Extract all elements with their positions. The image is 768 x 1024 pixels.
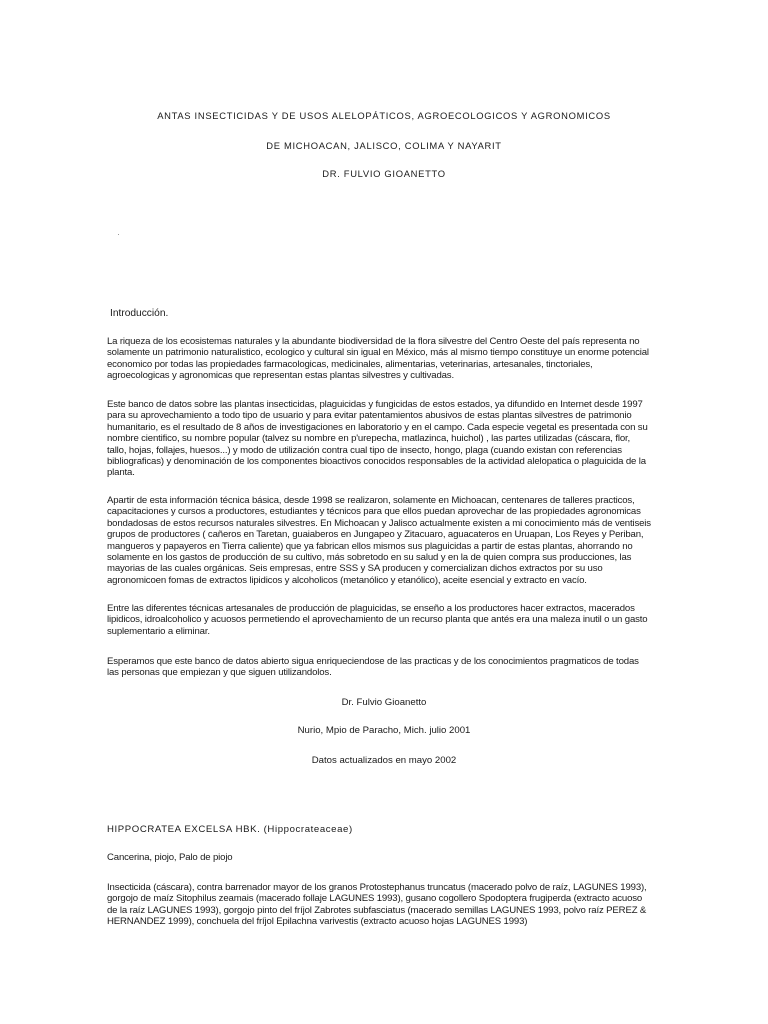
plant-title: HIPPOCRATEA EXCELSA HBK. (Hippocrateaceae) bbox=[107, 824, 353, 835]
paragraph-line: para su aprovechamiento a todo tipo de usuario y para evitar patentamientos abusivos de estas plantas silvestres de patrimonio bbox=[107, 410, 632, 422]
intro-heading: Introducción. bbox=[110, 308, 169, 319]
paragraph-line: bondadosas de estos recursos naturales silvestres. En Michoacan y Jalisco actualmente existen a mi conocimiento más de ventiseis bbox=[107, 517, 651, 529]
paragraph-line: bibliograficas) y denominación de los componentes bioactivos conocidos responsables de la actividad alelopatica o plaguicida de la bbox=[107, 456, 646, 468]
paragraph-line: Este banco de datos sobre las plantas insecticidas, plaguicidas y fungicidas de estos estados, ya difundido en Internet desde 1997 bbox=[107, 399, 643, 410]
paragraph-line: Esperamos que este banco de datos abierto sigua enriqueciendose de las practicas y de los conocimientos pragmaticos de todas bbox=[107, 656, 639, 667]
paragraph-line: suplementario a eliminar. bbox=[107, 625, 210, 637]
paragraph-line: Insecticida (cáscara), contra barrenador mayor de los granos Protostephanus truncatus (macerado polvo de raíz, LAGUNES 1993), bbox=[107, 882, 647, 893]
paragraph-line: humanitario, es el resultado de 8 años de investigaciones en laboratorio y en el campo. Cada especie vegetal es presentada con su bbox=[107, 421, 648, 433]
paragraph-line: agroecologicas y agronomicas que representan estas plantas silvestres y cultivadas. bbox=[107, 370, 454, 382]
paragraph-line: solamente un patrimonio naturalistico, ecologico y cultural sin igual en México, más al mismo tiempo constituye un enorme potencial bbox=[107, 347, 649, 359]
paragraph-line: capacitaciones y cursos a productores, estudiantes y técnicos para que ellos puedan aprovechar de las propiedades agronomicas bbox=[107, 506, 641, 518]
stray-mark bbox=[118, 234, 119, 235]
paragraph-line: las personas que empiezan y que siguen utilizandolos. bbox=[107, 667, 332, 679]
paragraph-line: mangueros y papayeros en Tierra caliente) que ya fabrican ellos mismos sus plaguicidas a partir de estas plantas, ahorrando no bbox=[107, 540, 633, 552]
plant-uses bbox=[107, 882, 663, 928]
paragraph bbox=[107, 495, 663, 586]
paragraph-line: HERNANDEZ 1999), conchuela del fríjol Epilachna varivestis (extracto acuoso hojas LAGUNES 1993) bbox=[107, 916, 528, 928]
paragraph-line: solamente en los gastos de producción de su cultivo, más sobretodo en su salud y en la de quien compra sus producciones, las bbox=[107, 552, 632, 564]
paragraph-line: gorgojo de maíz Sitophilus zeamais (macerado follaje LAGUNES 1993), gusano cogollero Spodoptera frugiperda (extracto acuoso bbox=[107, 893, 643, 905]
paragraph-line: La riqueza de los ecosistemas naturales y la abundante biodiversidad de la flora silvestre del Centro Oeste del país representa no bbox=[107, 336, 640, 347]
signature-name: Dr. Fulvio Gioanetto bbox=[341, 697, 427, 708]
paragraph-line: agronomicoen fomas de extractos lipidicos y alcoholicos (metanólico y etanólico), aceite esencial y extracto en vacío. bbox=[107, 574, 587, 586]
paragraph-line: tallo, hojas, follajes, huesos...) y modo de utilización contra cual tipo de insecto, hongo, plaga (cuando existan con referencias bbox=[107, 444, 622, 456]
update-note: Datos actualizados en mayo 2002 bbox=[311, 755, 457, 766]
paragraph bbox=[107, 656, 663, 679]
plant-common-names: Cancerina, piojo, Palo de piojo bbox=[107, 852, 233, 863]
paragraph-line: grupos de productores ( cañeros en Taretan, guaiaberos en Jungapeo y Zitacuaro, aguacateros en Uruapan, Los Reyes y Periban, bbox=[107, 529, 644, 541]
paragraph-line: de la raíz LAGUNES 1993), gorgojo pinto del fríjol Zabrotes subfasciatus (macerado semillas LAGUNES 1993, polvo raíz PEREZ & bbox=[107, 904, 647, 916]
paragraph-line: nombre cientifico, su nombre popular (talvez su nombre en p'urepecha, matlazinca, huichol) , las partes utilizadas (cáscara, flor, bbox=[107, 433, 631, 445]
paragraph-line: planta. bbox=[107, 467, 135, 479]
document-title: ANTAS INSECTICIDAS Y DE USOS ALELOPÁTICOS, AGROECOLOGICOS Y AGRONOMICOS bbox=[157, 110, 611, 121]
document-author: DR. FULVIO GIOANETTO bbox=[322, 168, 446, 179]
paragraph bbox=[107, 336, 663, 382]
paragraph-line: economico por todas las propiedades farmacologicas, medicinales, alimentarias, veterinarias, artesanales, tinctoriales, bbox=[107, 358, 593, 370]
paragraph bbox=[107, 603, 663, 637]
paragraph-line: Apartir de esta información técnica básica, desde 1998 se realizaron, solamente en Michoacan, centenares de talleres practicos, bbox=[107, 495, 635, 506]
signature-place-date: Nurio, Mpio de Paracho, Mich. julio 2001 bbox=[297, 725, 471, 736]
paragraph-line: Entre las diferentes técnicas artesanales de producción de plaguicidas, se enseño a los productores hacer extractos, macerados bbox=[107, 603, 635, 614]
paragraph-line: lipidicos, idroalcoholico y acuosos permetiendo el aprovechamiento de un recurso planta que antés era una maleza inutil o un gasto bbox=[107, 614, 648, 626]
paragraph bbox=[107, 399, 663, 479]
document-subtitle: DE MICHOACAN, JALISCO, COLIMA Y NAYARIT bbox=[266, 140, 502, 151]
paragraph-line: mayorias de las cuales orgánicas. Seis empresas, entre SSS y SA producen y comercializan dichos extractos por su uso bbox=[107, 563, 603, 575]
